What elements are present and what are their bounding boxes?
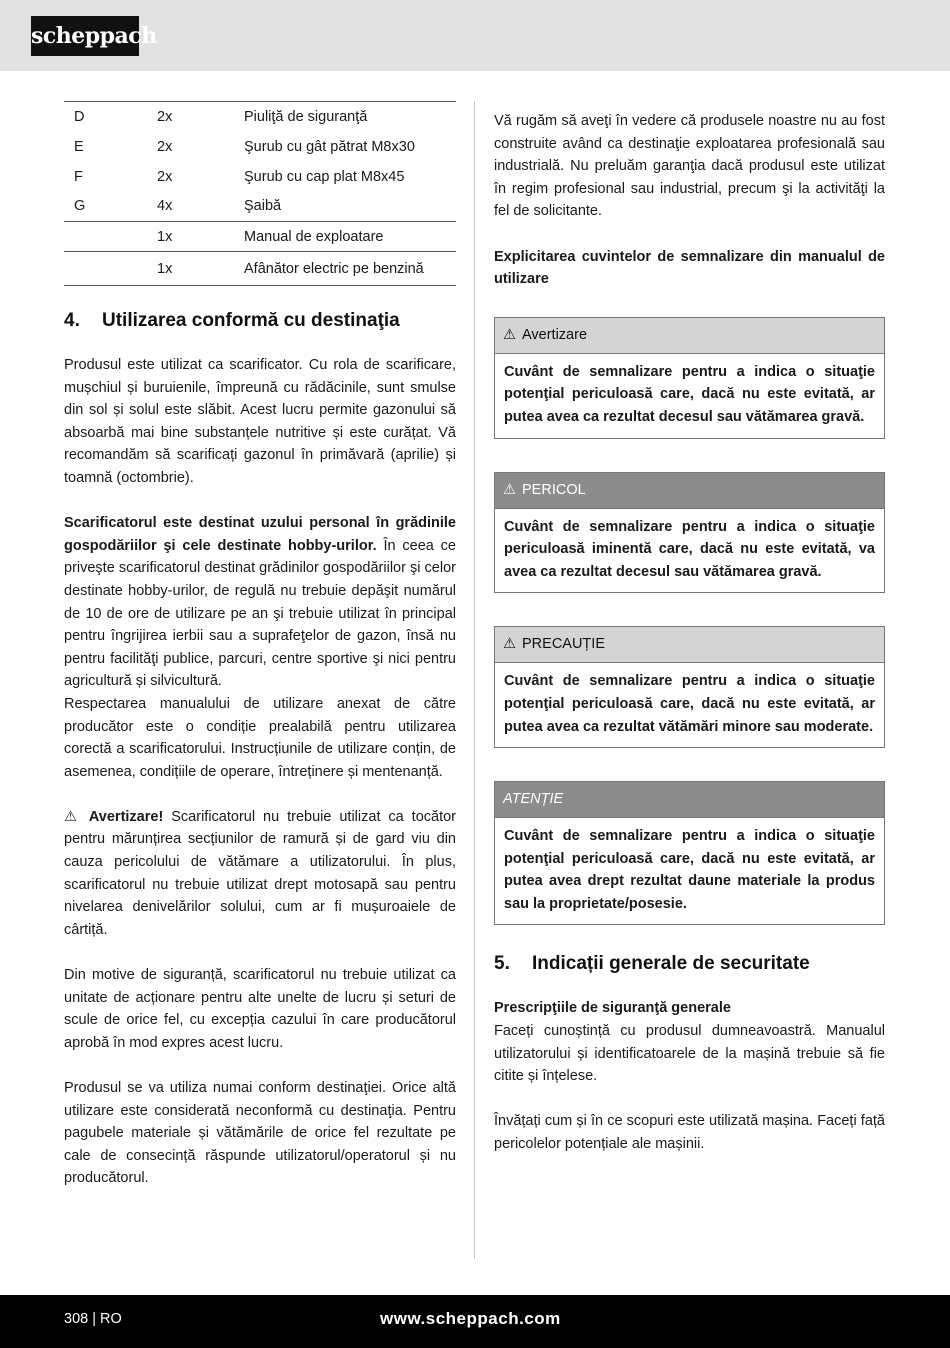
warning-icon: ⚠ bbox=[64, 808, 81, 825]
warning-paragraph bbox=[64, 806, 456, 942]
table-row bbox=[64, 252, 456, 286]
section-number: 4. bbox=[64, 310, 80, 331]
left-column bbox=[64, 101, 456, 1190]
table-row bbox=[64, 222, 456, 252]
bold-intro: Scarificatorul este destinat uzului personal în grădinile gospodăriilor şi cele destinate hobby-urilor. bbox=[64, 515, 456, 554]
box-label: ATENȚIE bbox=[503, 791, 564, 808]
warning-triangle-icon: ⚠ bbox=[503, 481, 516, 498]
part-qty: 2x bbox=[157, 138, 173, 155]
part-qty: 2x bbox=[157, 168, 173, 185]
part-letter: E bbox=[74, 138, 84, 155]
part-desc: Şaibă bbox=[244, 198, 282, 215]
brand-logo: scheppach bbox=[31, 16, 139, 56]
part-qty: 2x bbox=[157, 108, 173, 125]
table-row bbox=[64, 192, 456, 222]
part-qty: 1x bbox=[147, 222, 234, 252]
section-title: Utilizarea conformă cu destinaţia bbox=[102, 310, 400, 331]
section-number: 5. bbox=[494, 953, 510, 975]
parts-table bbox=[64, 101, 456, 286]
part-desc: Piuliţă de siguranţă bbox=[244, 108, 368, 125]
signal-box-atentie bbox=[494, 781, 885, 925]
box-label: PERICOL bbox=[522, 481, 586, 498]
page-header bbox=[0, 0, 950, 71]
page-footer bbox=[0, 1295, 950, 1348]
section-4-heading bbox=[64, 310, 456, 332]
website-url: www.scheppach.com bbox=[380, 1309, 561, 1328]
part-desc: Şurub cu cap plat M8x45 bbox=[244, 168, 405, 185]
subheading: Prescripţiile de siguranţă generale bbox=[494, 1000, 731, 1017]
signal-box-pericol bbox=[494, 472, 885, 594]
box-label: Avertizare bbox=[522, 326, 588, 343]
paragraph: Vă rugăm să aveţi în vedere că produsele noastre nu au fost construite având ca destinaţie exploatarea profesională sau industrială. Nu preluăm garanţia dacă produsul este utilizat în regim profesional sau industrial, precum şi la activităţi la fel de solicitante. bbox=[494, 113, 885, 220]
paragraph: Din motive de siguranță, scarificatorul nu trebuie utilizat ca unitate de acționare pentru alte unelte de lucru și seturi de scule de orice fel, cu excepția cazului în care producătorul aprobă în mod expres acest lucru. bbox=[64, 967, 456, 1051]
part-qty: 1x bbox=[147, 252, 234, 286]
warning-triangle-icon: ⚠ bbox=[503, 636, 516, 653]
part-desc: Afânător electric pe benzină bbox=[234, 252, 456, 286]
paragraph: Produsul este utilizat ca scarificator. Cu rola de scarificare, mușchiul și buruienile, împreună cu rădăcinile, sunt smulse din sol și solul este slăbit. Acest lucru permite gazonului să absoarbă mai bine substanțele nutritive și este curățat. Vă recomandăm să scarificați gazonul în primăvară (aprilie) și toamnă (octombrie). bbox=[64, 357, 456, 486]
signal-words-heading: Explicitarea cuvintelor de semnalizare din manualul de utilizare bbox=[494, 248, 885, 288]
paragraph: Faceți cunoștință cu produsul dumneavoastră. Manualul utilizatorului și identificatoarele de la mașină trebuie să fie citite și înțelese. bbox=[494, 1023, 885, 1085]
right-column bbox=[494, 110, 885, 1156]
paragraph: Respectarea manualului de utilizare anexat de către producător este o condiție prealabilă pentru utilizarea corectă a scarificatorului. Instrucțiunile de utilizare conțin, de asemenea, condițiile de operare, întreținere și mentenanță. bbox=[64, 695, 456, 780]
paragraph: Produsul se va utiliza numai conform destinaţiei. Orice altă utilizare este considerată neconformă cu destinaţia. Pentru pagubele materiale și vătămările de orice fel rezultate pe cale de consecință răspunde utilizatorul/operatorul și nu producătorul. bbox=[64, 1080, 456, 1187]
page-number: 308 | RO bbox=[64, 1311, 122, 1327]
box-text: Cuvânt de semnalizare pentru a indica o situaţie potenţial periculoasă care, dacă nu este evitată, ar putea avea drept rezultat daune materiale la produs sau la proprietate/posesie. bbox=[504, 828, 875, 912]
signal-box-avertizare bbox=[494, 317, 885, 439]
part-desc: Şurub cu gât pătrat M8x30 bbox=[244, 138, 415, 155]
part-qty: 4x bbox=[157, 198, 173, 215]
box-header bbox=[495, 627, 884, 663]
section-5-heading bbox=[494, 953, 885, 975]
box-text: Cuvânt de semnalizare pentru a indica o situaţie potenţial periculoasă care, dacă nu este evitată, ar putea avea ca rezultat decesul sau vătămarea gravă. bbox=[504, 363, 875, 425]
box-header bbox=[495, 782, 884, 818]
part-desc: Manual de exploatare bbox=[234, 222, 456, 252]
box-header bbox=[495, 473, 884, 509]
signal-box-precautie bbox=[494, 626, 885, 748]
paragraph: Învățați cum și în ce scopuri este utilizată mașina. Faceți față pericolelor potențiale ale mașinii. bbox=[494, 1113, 885, 1153]
box-label: PRECAUȚIE bbox=[522, 636, 605, 653]
table-row bbox=[64, 132, 456, 162]
paragraph-text: În ceea ce priveşte scarificatorul destinat grădinilor gospodăriilor şi celor destinate hobby-urilor, de regulă nu trebuie depăşit numărul de 10 de ore de utilizare pe an şi trebuie utilizat în principal pentru îngrijirea ierbii sau a suprafeţelor de gazon, însă nu pentru facilităţi publice, parcuri, centre sportive şi nici pentru agricultură și silvicultură. bbox=[64, 537, 456, 690]
table-row bbox=[64, 102, 456, 132]
part-letter: D bbox=[74, 108, 85, 125]
column-divider bbox=[474, 101, 475, 1259]
box-header bbox=[495, 318, 884, 354]
table-row bbox=[64, 162, 456, 192]
warning-triangle-icon: ⚠ bbox=[503, 326, 516, 343]
section-title: Indicații generale de securitate bbox=[532, 953, 810, 975]
box-text: Cuvânt de semnalizare pentru a indica o situaţie periculoasă iminentă care, dacă nu este evitată, va avea ca rezultat decesul sau vătămarea gravă. bbox=[504, 518, 875, 580]
warning-text: Scarificatorul nu trebuie utilizat ca tocător pentru mărunțirea secțiunilor de ramură și de gard viu din cauza pericolului de vătămare a utilizatorului. În plus, scarificatorul nu trebuie utilizat drept motosapă sau pentru nivelarea denivelărilor solului, cum ar fi mușuroaiele de cârtiță. bbox=[64, 808, 457, 938]
part-letter: F bbox=[74, 168, 83, 185]
box-text: Cuvânt de semnalizare pentru a indica o situaţie potenţial periculoasă care, dacă nu este evitată, ar putea avea ca rezultat vătămări minore sau moderate. bbox=[504, 673, 875, 735]
part-letter bbox=[64, 252, 147, 286]
paragraph bbox=[64, 512, 456, 693]
warning-label: Avertizare! bbox=[88, 808, 164, 825]
part-letter bbox=[64, 222, 147, 252]
part-letter: G bbox=[74, 198, 86, 215]
